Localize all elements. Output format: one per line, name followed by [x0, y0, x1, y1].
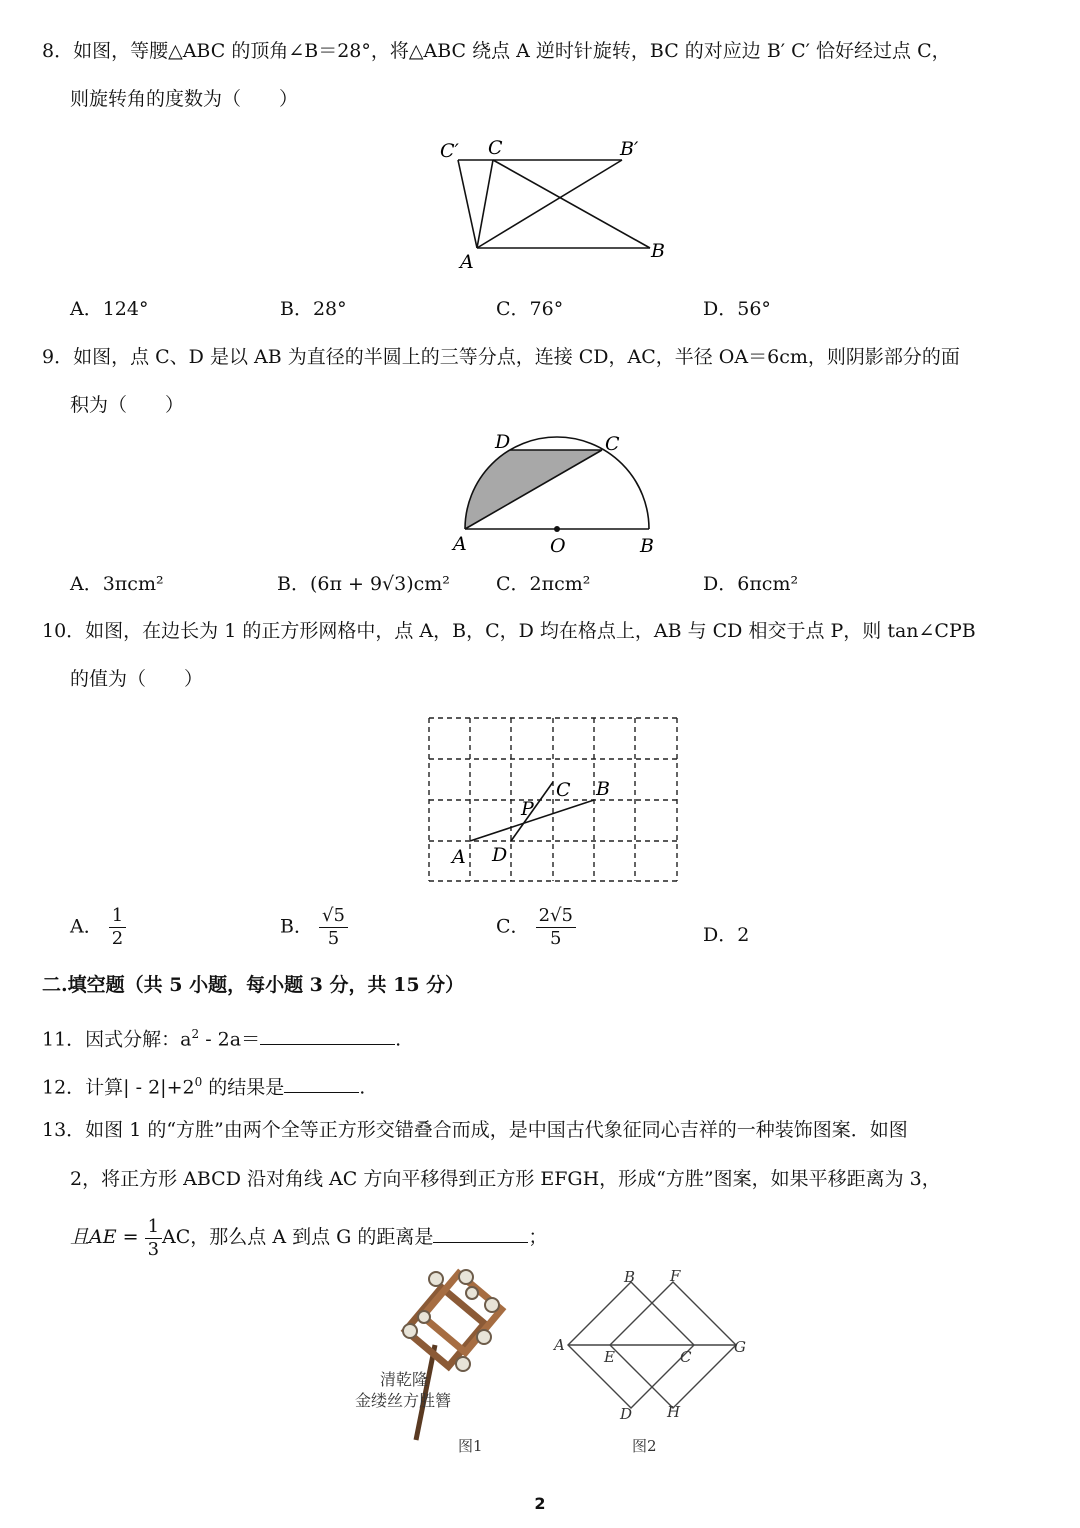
- q13-answer-blank[interactable]: [433, 1222, 528, 1243]
- q8-option-c[interactable]: C．76°: [496, 298, 564, 320]
- q12-mid: 的结果是: [202, 1076, 285, 1099]
- q11-end: .: [395, 1028, 402, 1051]
- q9-label-o: O: [550, 535, 566, 557]
- fig1-caption-line1: 清乾隆: [380, 1370, 429, 1389]
- q8-option-d[interactable]: D．56°: [703, 298, 771, 320]
- q12-line: [42, 1068, 365, 1101]
- q10-option-c-fraction: $\frac{2√5}{5}$: [536, 905, 576, 950]
- fig2-label-e: E: [604, 1348, 615, 1366]
- q10-label-b: B: [596, 778, 610, 800]
- q9-option-d[interactable]: D．6πcm²: [703, 573, 799, 595]
- q8-label-a: A: [460, 251, 474, 273]
- q11-line: [42, 1020, 401, 1053]
- q8-seg-bprime-a: [477, 160, 622, 248]
- q8-line1: 8．如图，等腰△ABC 的顶角∠B＝28°，将△ABC 绕点 A 逆时针旋转，BC 的对应边 B′ C′ 恰好经过点 C，: [42, 40, 951, 62]
- q8-figure: [430, 130, 680, 275]
- q8-option-a[interactable]: A．124°: [70, 298, 149, 320]
- q13-line1: 13．如图 1 的“方胜”由两个全等正方形交错叠合而成，是中国古代象征同心吉祥的一种装饰图案．如图: [42, 1119, 908, 1141]
- q8-label-c: C: [488, 137, 503, 159]
- q10-grid-figure: [420, 710, 690, 890]
- q10-option-a-prefix: A．: [70, 915, 103, 938]
- q11-exponent: 2: [191, 1027, 200, 1041]
- q9-option-c[interactable]: C．2πcm²: [496, 573, 591, 595]
- q11-mid: - 2a＝: [199, 1028, 261, 1051]
- q12-end: .: [359, 1076, 366, 1099]
- q13-fig2-diagram: [550, 1265, 755, 1460]
- q9-line1: 9．如图，点 C、D 是以 AB 为直径的半圆上的三等分点，连接 CD，AC，半径 OA＝6cm，则阴影部分的面: [42, 346, 960, 368]
- q10-label-d: D: [492, 844, 508, 866]
- section2-title: 二.填空题（共 5 小题，每小题 3 分，共 15 分）: [42, 974, 465, 996]
- q13-fraction: $\frac{1}{3}$: [145, 1216, 162, 1261]
- q13-line2: 2，将正方形 ABCD 沿对角线 AC 方向平移得到正方形 EFGH，形成“方胜”图案，如果平移距离为 3，: [70, 1168, 941, 1190]
- q10-option-b[interactable]: [280, 905, 348, 950]
- fig2-label-h: H: [667, 1403, 681, 1421]
- q9-label-b: B: [640, 535, 654, 557]
- fig2-label: 图2: [632, 1437, 657, 1455]
- fig2-label-f: F: [670, 1267, 681, 1285]
- q10-option-c[interactable]: [496, 905, 576, 950]
- q12-exponent: 0: [194, 1075, 203, 1089]
- q11-answer-blank[interactable]: [260, 1024, 395, 1045]
- q9-label-d: D: [495, 431, 511, 453]
- q10-option-d[interactable]: D．2: [703, 924, 750, 946]
- q10-label-p: P: [521, 798, 534, 820]
- q8-seg-c-b: [493, 160, 650, 248]
- q10-option-b-fraction: $\frac{√5}{5}$: [319, 905, 348, 950]
- fig1-label: 图1: [458, 1437, 483, 1455]
- q8-line2: 则旋转角的度数为（ ）: [70, 88, 299, 110]
- q10-option-a-fraction: $\frac{1}{2}$: [109, 905, 126, 950]
- q8-seg-cprime-a: [458, 160, 477, 248]
- q8-label-cprime: C′: [440, 140, 459, 162]
- q10-option-a[interactable]: [70, 905, 126, 950]
- q13-line3-prefix: 且AE =: [70, 1226, 145, 1248]
- fig2-label-g: G: [734, 1338, 746, 1356]
- page-number: 2: [534, 1494, 546, 1513]
- q11-prefix: 11．因式分解：a: [42, 1028, 192, 1051]
- q10-option-c-prefix: C．: [496, 915, 530, 938]
- q9-label-c: C: [605, 433, 620, 455]
- q10-dashed-grid: [429, 718, 677, 881]
- fig1-caption-line2: 金缕丝方胜簪: [355, 1391, 452, 1410]
- q10-label-c: C: [556, 779, 571, 801]
- q9-center-dot: [554, 526, 560, 532]
- q9-label-a: A: [453, 533, 467, 555]
- q9-line2: 积为（ ）: [70, 394, 185, 416]
- q10-line2: 的值为（ ）: [70, 668, 204, 690]
- q13-line3-end: ；: [528, 1226, 548, 1248]
- fig2-label-c: C: [680, 1348, 692, 1366]
- q9-option-a[interactable]: A．3πcm²: [70, 573, 164, 595]
- q8-seg-c-a: [477, 160, 493, 248]
- q10-option-b-prefix: B．: [280, 915, 313, 938]
- q8-option-b[interactable]: B．28°: [280, 298, 347, 320]
- q9-option-b[interactable]: B．(6π + 9√3)cm²: [277, 573, 450, 595]
- q8-label-bprime: B′: [620, 138, 639, 160]
- q10-line1: 10．如图，在边长为 1 的正方形网格中，点 A，B，C，D 均在格点上，AB 与 CD 相交于点 P，则 tan∠CPB: [42, 620, 976, 642]
- q13-line3-suffix: AC，那么点 A 到点 G 的距离是: [162, 1226, 434, 1248]
- q12-prefix: 12．计算| - 2|+2: [42, 1076, 195, 1099]
- fig2-label-d: D: [620, 1405, 633, 1423]
- q8-label-b: B: [651, 240, 665, 262]
- q13-line3: [70, 1215, 547, 1261]
- q9-figure: [445, 430, 675, 560]
- q10-label-a: A: [452, 846, 466, 868]
- fig2-label-b: B: [624, 1268, 636, 1286]
- fig2-label-a: A: [554, 1336, 565, 1354]
- q12-answer-blank[interactable]: [284, 1072, 359, 1093]
- q13-fig1-hairpin: [350, 1265, 520, 1460]
